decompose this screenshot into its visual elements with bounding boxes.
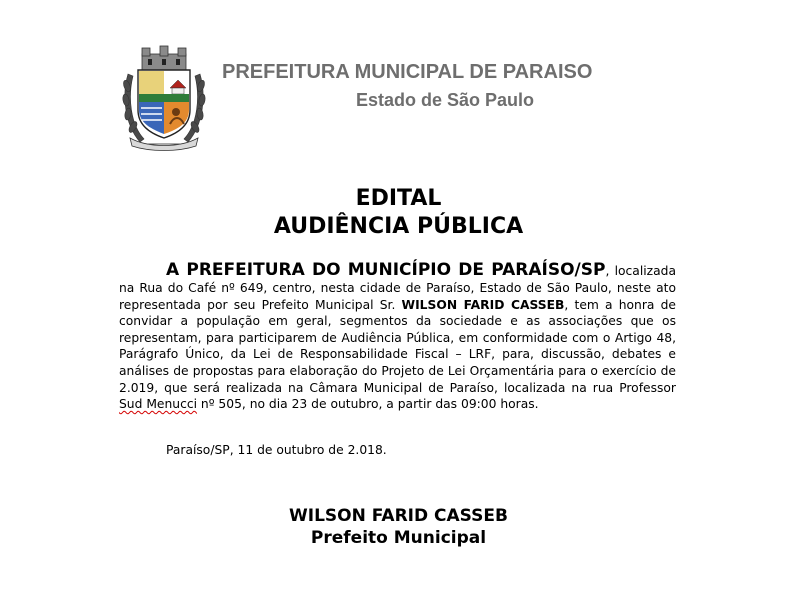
document-subtitle: AUDIÊNCIA PÚBLICA xyxy=(273,214,524,239)
edital-body-paragraph xyxy=(119,260,676,413)
spellcheck-flagged-word: Sud Menucci xyxy=(119,397,198,412)
signature-name: WILSON FARID CASSEB xyxy=(289,506,508,526)
municipal-coat-of-arms-icon xyxy=(118,44,210,152)
header-subtitle: Estado de São Paulo xyxy=(355,90,535,110)
body-text-part3: nº 505, no dia 23 de outubro, a partir das 09:00 horas. xyxy=(197,397,539,412)
body-text-part1: , localizada na Rua do Café nº 649, centro, nesta cidade de Paraíso, Estado de São Paulo, neste ato representada por seu Prefeito Municipal Sr. xyxy=(119,264,676,312)
body-text-part2: , tem a honra de convidar a população em geral, segmentos da sociedade e as associações que os representam, para participarem de Audiência Pública, em conformidade com o Artigo 48, Parágrafo Único, da Lei de Responsabilidade Fiscal – LRF, para, discussão, debates e análises de propostas para elaboração do Projeto de Lei Orçamentária para o exercício de 2.019, que será realizada na Câmara Municipal de Paraíso, localizada na rua Professor xyxy=(119,297,676,395)
document-title: EDITAL xyxy=(355,186,442,211)
header-title: PREFEITURA MUNICIPAL DE PARAISO xyxy=(222,61,593,83)
entity-name: A PREFEITURA DO MUNICÍPIO DE PARAÍSO/SP xyxy=(166,260,606,280)
signature-role: Prefeito Municipal xyxy=(310,528,487,548)
mayor-name: WILSON FARID CASSEB xyxy=(401,297,565,312)
date-line: Paraíso/SP, 11 de outubro de 2.018. xyxy=(166,443,387,457)
